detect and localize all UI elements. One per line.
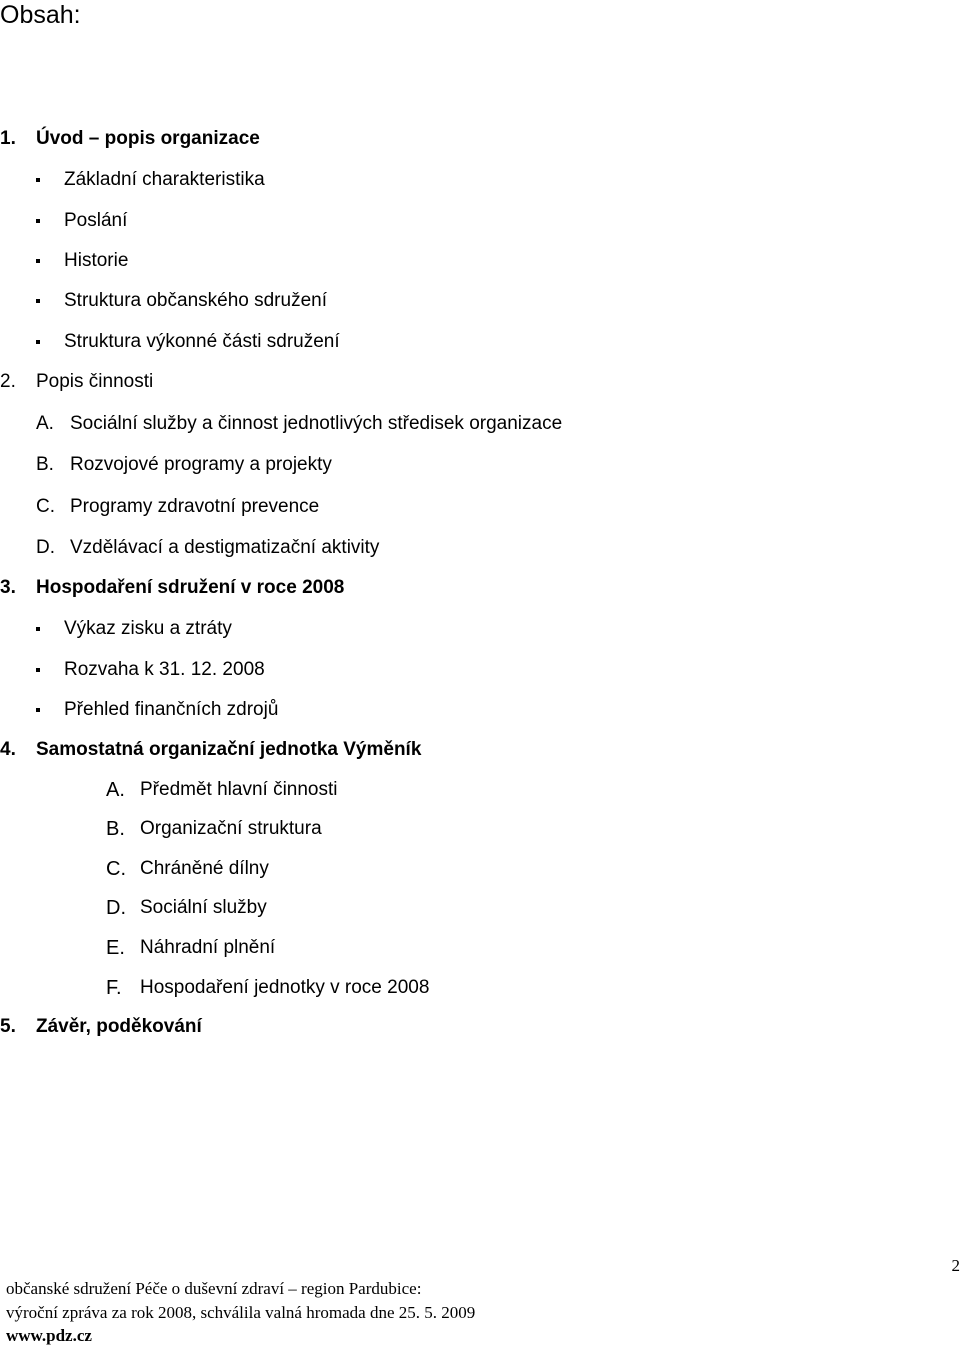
- toc-lettered-item: [106, 818, 706, 840]
- section-number: 5.: [0, 1016, 16, 1037]
- section-number: 1.: [0, 128, 16, 149]
- item-label: Programy zdravotní prevence: [70, 496, 320, 517]
- section-number: 2.: [0, 371, 16, 392]
- item-label: Chráněné dílny: [140, 858, 269, 879]
- item-label: Vzdělávací a destigmatizační aktivity: [70, 537, 380, 558]
- toc-section-3: [0, 577, 500, 599]
- toc-lettered-item: [106, 858, 706, 880]
- item-letter: F.: [106, 977, 122, 999]
- section-number: 3.: [0, 577, 16, 598]
- toc-bullet-item: [36, 290, 436, 312]
- toc-lettered-item: [106, 779, 706, 801]
- toc-bullet-item: [36, 169, 436, 191]
- bullet-item-label: Přehled finančních zdrojů: [64, 699, 279, 720]
- footer-website-link[interactable]: www.pdz.cz: [6, 1326, 92, 1345]
- bullet-icon: [36, 299, 40, 303]
- toc-section-4: [0, 739, 600, 761]
- section-title: Samostatná organizační jednotka Výměník: [36, 739, 422, 760]
- bullet-icon: [36, 259, 40, 263]
- item-letter: A.: [36, 413, 54, 434]
- bullet-icon: [36, 668, 40, 672]
- bullet-item-label: Rozvaha k 31. 12. 2008: [64, 659, 265, 680]
- toc-lettered-item: [36, 537, 736, 559]
- footer-organization: občanské sdružení Péče o duševní zdraví – region Pardubice:: [6, 1279, 422, 1298]
- bullet-item-label: Struktura výkonné části sdružení: [64, 331, 340, 352]
- item-label: Hospodaření jednotky v roce 2008: [140, 977, 430, 998]
- toc-bullet-item: [36, 618, 436, 640]
- toc-lettered-item: [36, 454, 736, 476]
- item-label: Sociální služby a činnost jednotlivých středisek organizace: [70, 413, 563, 434]
- toc-bullet-item: [36, 331, 436, 353]
- toc-bullet-item: [36, 659, 436, 681]
- item-letter: C.: [36, 496, 55, 517]
- bullet-icon: [36, 178, 40, 182]
- bullet-item-label: Základní charakteristika: [64, 169, 265, 190]
- page-number: 2: [951, 1256, 960, 1275]
- toc-lettered-item: [36, 496, 736, 518]
- toc-bullet-item: [36, 699, 436, 721]
- page-title: Obsah:: [0, 1, 81, 29]
- toc-lettered-item: [106, 977, 706, 999]
- bullet-item-label: Poslání: [64, 210, 128, 231]
- item-letter: C.: [106, 858, 126, 880]
- item-label: Rozvojové programy a projekty: [70, 454, 332, 475]
- toc-bullet-item: [36, 250, 436, 272]
- item-letter: B.: [36, 454, 54, 475]
- toc-bullet-item: [36, 210, 436, 232]
- section-title: Hospodaření sdružení v roce 2008: [36, 577, 345, 598]
- item-letter: D.: [106, 897, 126, 919]
- toc-section-1: [0, 128, 400, 150]
- section-number: 4.: [0, 739, 16, 760]
- footer-report-info: výroční zpráva za rok 2008, schválila valná hromada dne 25. 5. 2009: [6, 1303, 476, 1322]
- item-label: Organizační struktura: [140, 818, 322, 839]
- toc-lettered-item: [36, 413, 736, 435]
- bullet-item-label: Historie: [64, 250, 129, 271]
- bullet-item-label: Výkaz zisku a ztráty: [64, 618, 232, 639]
- bullet-icon: [36, 219, 40, 223]
- item-letter: D.: [36, 537, 55, 558]
- toc-lettered-item: [106, 937, 706, 959]
- bullet-icon: [36, 340, 40, 344]
- item-letter: B.: [106, 818, 125, 840]
- bullet-item-label: Struktura občanského sdružení: [64, 290, 327, 311]
- item-letter: E.: [106, 937, 125, 959]
- section-title: Popis činnosti: [36, 371, 154, 392]
- section-title: Závěr, poděkování: [36, 1016, 202, 1037]
- item-label: Náhradní plnění: [140, 937, 276, 958]
- bullet-icon: [36, 627, 40, 631]
- toc-section-2: [0, 371, 400, 393]
- item-label: Sociální služby: [140, 897, 267, 918]
- toc-lettered-item: [106, 897, 706, 919]
- item-label: Předmět hlavní činnosti: [140, 779, 338, 800]
- section-title: Úvod – popis organizace: [36, 128, 260, 149]
- item-letter: A.: [106, 779, 125, 801]
- toc-section-5: [0, 1016, 400, 1038]
- bullet-icon: [36, 708, 40, 712]
